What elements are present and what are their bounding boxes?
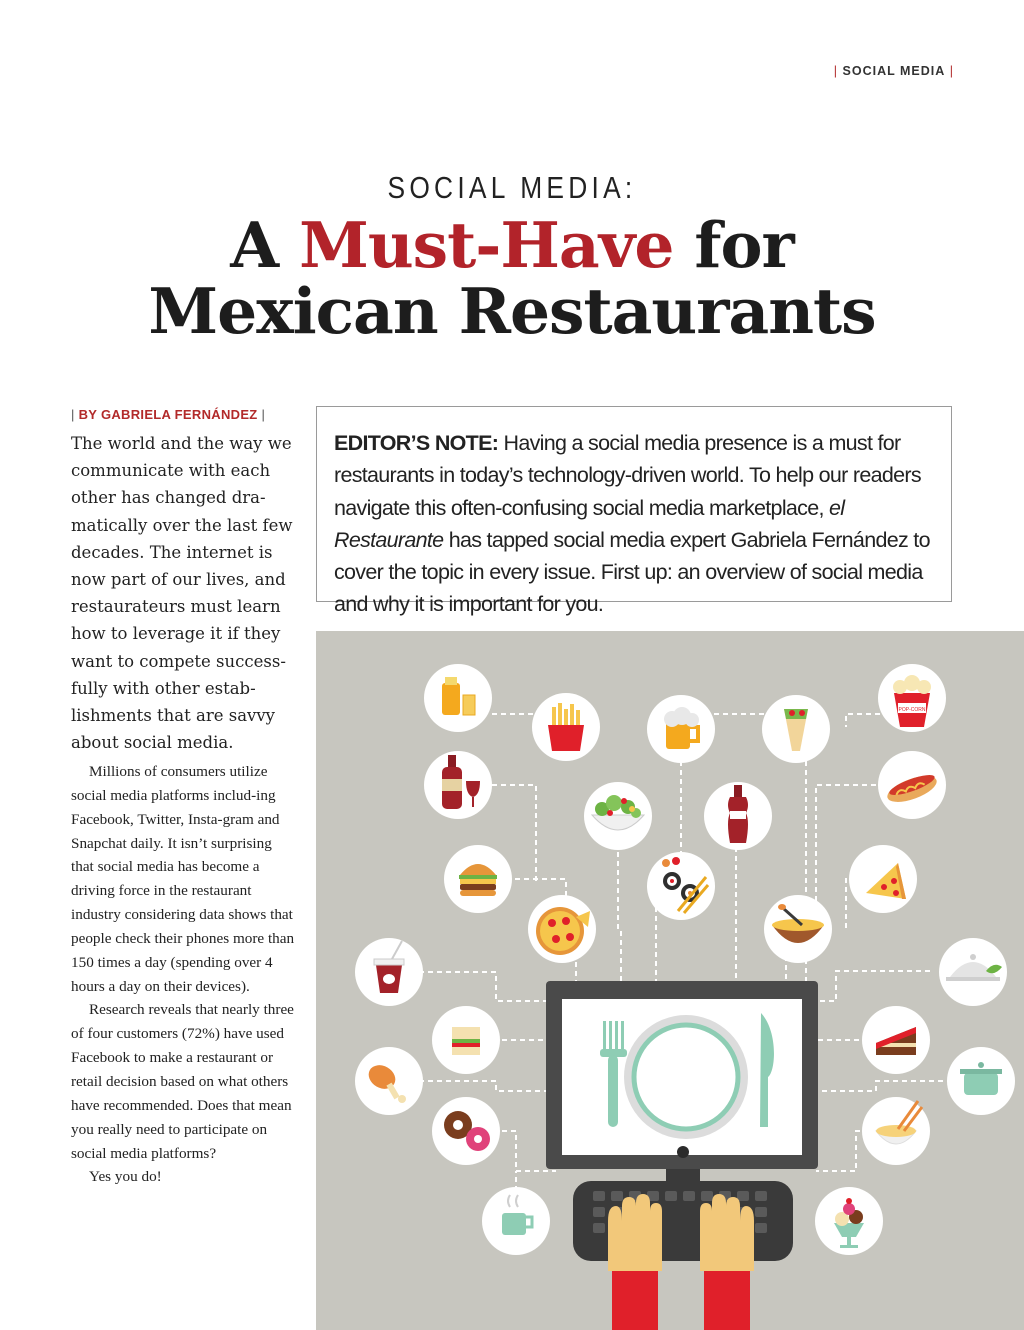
section-tag-pipe-right: | [949,64,954,78]
article-headline [0,208,1024,348]
cake-icon [862,1006,930,1074]
headline-suffix: for [694,208,794,282]
byline-pipe-right: | [261,407,266,422]
beer-icon [647,695,715,763]
section-tag-pipe-left: | [833,64,839,78]
sushi-icon [647,852,715,920]
juice-icon [424,664,492,732]
popcorn-label: POP-CORN [898,707,926,713]
fries-icon [532,693,600,761]
cloche-icon [939,938,1007,1006]
editors-note-text-2: has tapped social media expert Gabriela Fernández to cover the topic in every issue. First up: an overview of social media and why it is important for you. [334,527,930,617]
body-paragraph-1: Millions of consumers utilize social media platforms includ-ing Facebook, Twitter, Insta-gram and Snapchat daily. It isn’t surprising that social media has become a driving force in the restaurant industry considering data shows that people check their phones more than 150 times a day (spending over 4 hours a day on their devices). [71,763,295,995]
burger-icon [444,845,512,913]
monitor-icon [546,981,818,1183]
wine-icon [424,751,492,819]
headline-prefix: A [230,208,279,282]
popcorn-icon [878,664,946,732]
pizza-icon [528,895,596,963]
sandwich-icon [432,1006,500,1074]
donut-icon [432,1097,500,1165]
editors-note-box [316,406,952,617]
section-tag [834,64,954,78]
body-paragraph-3: Yes you do! [89,1168,162,1186]
keyboard-icon [573,1181,793,1261]
drink-cup-icon [355,938,423,1006]
pizza-slice-icon [849,845,917,913]
illustration-svg [316,631,1024,1330]
section-tag-label: SOCIAL MEDIA [842,64,946,78]
headline-accent: Must-Have [299,208,674,282]
hotdog-icon [878,751,946,819]
editors-note-label: EDITOR’S NOTE: [334,431,499,455]
sundae-icon [815,1187,883,1255]
burrito-icon [762,695,830,763]
soup-bowl-icon [764,895,832,963]
byline-pipe-left: | [71,407,75,422]
byline-author: BY GABRIELA FERNÁNDEZ [78,407,258,422]
salad-icon [584,782,652,850]
editors-note-publication: el Restaurante [334,495,845,552]
lead-paragraph: The world and the way we communicate with each other has changed dra-matically over the last few decades. The internet is now part of our lives, and restaurateurs must learn how to leverage it if they want to compete success-fully with other estab-lishments that are savvy about social media. [71,434,293,753]
article-kicker: SOCIAL MEDIA: [387,170,637,205]
coffee-cup-icon [482,1187,550,1255]
byline [71,407,265,422]
cooking-pot-icon [947,1047,1015,1115]
body-paragraph-2: Research reveals that nearly three of four customers (72%) have used Facebook to make a restaurant or retail decision based on what others have recommended. Does that mean you really need to participate on social media platforms? [71,1001,294,1162]
social-media-illustration [316,631,1024,1330]
body-column [71,760,296,1189]
headline-line-1 [0,208,1024,282]
headline-line-2: Mexican Restaurants [148,274,876,348]
editors-note-text-1: Having a social media presence is a must for restaurants in today’s technology-driven world. To help our readers navigate this often-confusing social media marketplace, [334,431,921,520]
noodles-icon [862,1097,930,1165]
cola-icon [704,782,772,850]
chicken-leg-icon [355,1047,423,1115]
